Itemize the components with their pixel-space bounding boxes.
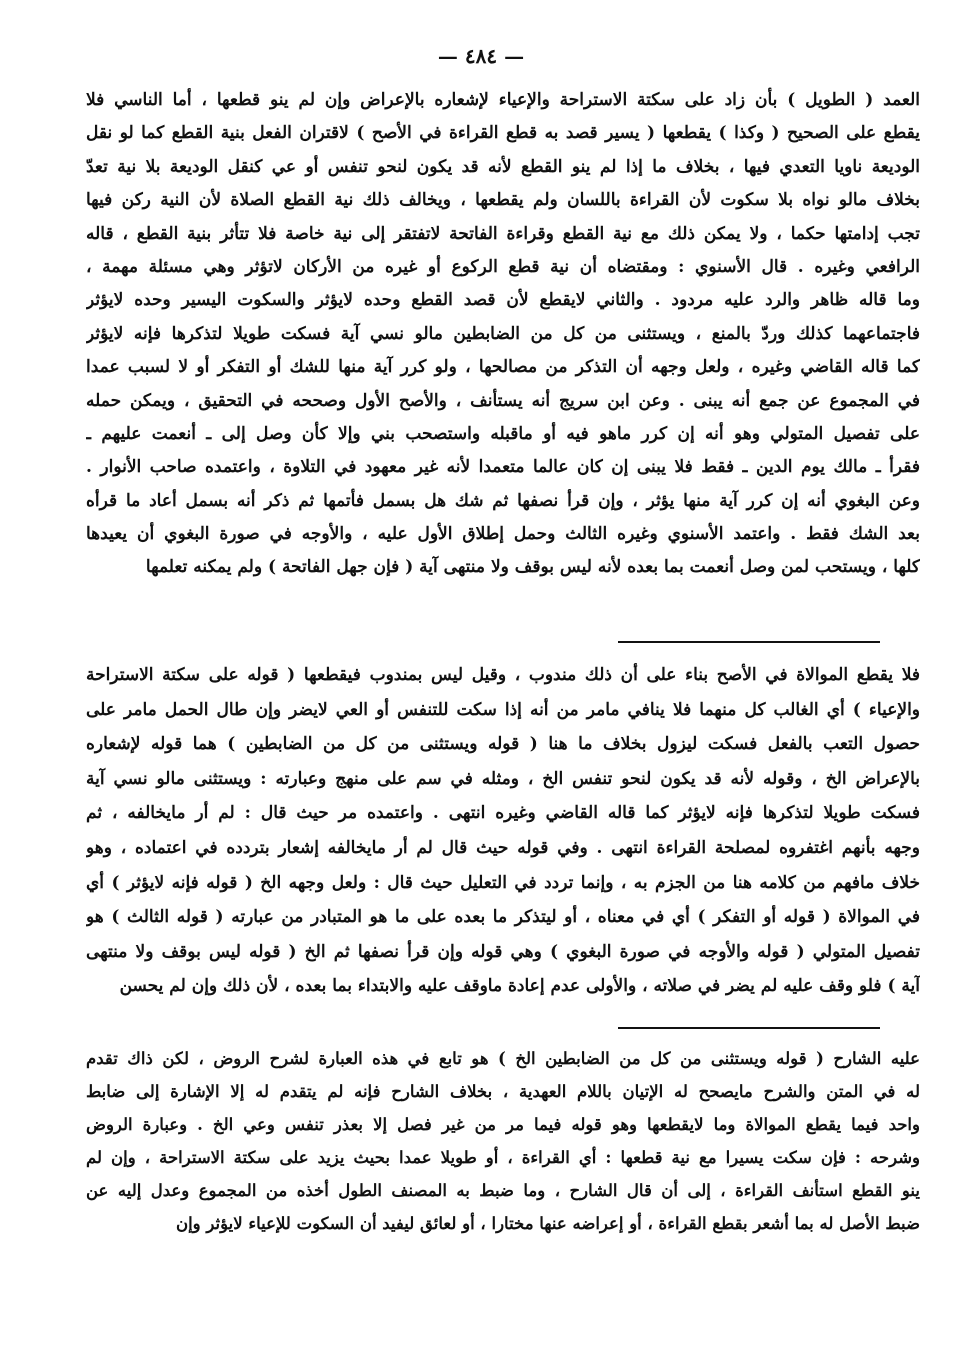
footnote-line: واحد فيما يقطع الموالاة وما لايقطعها وهو قوله فيما مر من غير فصل إلا بعذر تنفس وعي الخ . وعبارة الروض [86,1115,920,1134]
footnote-separator [618,1027,880,1029]
main-line: فقرأ ـ مالك يوم الدين ـ فقط فلا يبنى إن كان عالما متعمدا لأنه غير معهود في التلاوة ، واعتمده صاحب الأنوار . [86,457,920,478]
footnote-line: والإعياء ) أي الغالب كل منهما فلا ينافي مامر من أنه إذا سكت للتنفس أو العي لايضر وإن طال الحمل مامر على [86,699,920,720]
main-text [86,84,920,585]
main-line: فاجتماعهما كذلك وردّ بالمنع ، ويستثنى من كل من الضابطين مالو نسي آية فسكت طويلا لتذكرها فإنه لايؤثر [86,323,920,344]
footnote-separator [618,641,880,643]
footnote-line: فسكت طويلا لتذكرها فإنه لايؤثر كما قاله القاضي وغيره انتهى . واعتمده مر حيث قال : لم أر مايخالفه ، ثم [86,803,920,824]
footnote-line: خلاف مافهم من كلامه هنا من الجزم به ، وإنما تردد في التعليل حيث قال : ولعل وجهه الخ ( قوله فإنه لايؤثر ) أي [86,872,920,893]
page-number: — ٤٨٤ — [437,44,525,68]
footnote-line: ضبط الأصل له بما أشعر بقطع القراءة ، أو إعراضه عنها مختارا ، أو لعائق ليفيد أن السكوت للإعياء لايؤثر وإن [175,1214,920,1233]
footnote-line: حصول التعب بالفعل فسكت ليزول بخلاف ما هنا ( قوله ويستثنى من كل من الضابطين ) هما قوله لإشعاره [86,734,920,755]
footnote-line: عليه الشارح ( قوله ويستثنى من كل من الضابطين الخ ) هو تابع في هذه العبارة لشرح الروض ، لكن ذاك تقدم [86,1049,920,1068]
main-line: على تفصيل المتولي وهو أنه إن كرر ماهو فيه أو ماقبله واستصحب بني وإلا كأن وصل إلى ـ أنعمت عليهم ـ [86,423,920,444]
footnote-line: وشرحه : فإن سكت يسيرا مع نية قطعها : أي القراءة ، أو طويلا عمدا بحيث يزيد على سكتة الاستراحة ، وإن لم [86,1148,920,1167]
footnote-line: ينو القطع استأنف القراءة ، إلى أن قال الشارح ، وما ضبط به المصنف الطول أخذه من المجموع وعدل إليه عن [86,1181,920,1200]
main-line: بعد الشك فقط . واعتمد الأسنوي وغيره الثالث وحمل إطلاق الأول عليه ، والأوجه في صورة البغوي أن يعيدها [86,524,920,545]
footnote-line: في الموالاة ( قوله أو التفكر ) أي في معناه ، أو ليتذكر ما بعده على ما هو المتبادر من عبارته ( قوله الثالث ) هو [86,907,920,928]
footnote-line: آية ) فلو وقف عليه لم يضر في صلاته ، والأولى عدم إعادة ماوقف عليه والابتداء بما بعده ، لأن ذلك وإن لم يحسن [119,976,920,997]
footnote-line: له في المتن والشرح مايصحح له الإتيان باللام العهدية ، بخلاف الشارح فإنه لم يتقدم له إلا الإشارة إلى ضابط [86,1082,920,1101]
main-line: العمد ( الطويل ) بأن زاد على سكتة الاستراحة والإعياء لإشعاره بالإعراض وإن لم ينو قطعها ، أما الناسي فلا [86,90,920,110]
main-line: تجب إدامتها حكما ، ولا يمكن ذلك مع نية القطع وقراءة الفاتحة لاتفتقر إلى نية خاصة فلا تتأثر بنية القطع ، قاله [86,223,920,244]
main-line: بخلاف مالو نواه بلا سكوت لأن القراءة باللسان ولم يقطعها ، ويخالف ذلك نية القطع الصلاة لأن النية ركن فيها [86,190,920,211]
main-line: يقطع على الصحيح ( وكذا ) يقطعها ( يسير قصد به قطع القراءة في الأصح ) لاقتران الفعل بنية القطع كما لو نقل [86,123,920,144]
footnote-line: وجهه بأنهم اغتفروه لمصلحة القراءة انتهى . وفي قوله حيث قال لم أر مايخالفه إشعار بتردده في اعتماده ، وهو [86,837,920,858]
footnote-line: فلا يقطع الموالاة في الأصح بناء على أن ذلك مندوب ، وقيل ليس بمندوب فيقطعها ( قوله على سكتة الاستراحة [86,665,920,685]
main-line: الرافعي وغيره . قال الأسنوي : ومقتضاه أن نية قطع الركوع أو غيره من الأركان لاتؤثر وهي مسئلة مهمة ، [86,256,920,277]
footnote-block-2 [86,1042,920,1240]
main-line: وما قاله ظاهر والرد عليه مردود . والثاني لايقطع لأن قصد القطع وحده لايؤثر والسكوت اليسير وحده لايؤثر [86,290,920,311]
footnote-block-1 [86,658,920,1004]
main-line: في المجموع عن جمع أنه يبنى . وعن ابن سريج أنه يستأنف ، والأصح الأول وصححه في التحقيق ، ويمكن حمله [86,390,920,411]
main-line: كما قاله القاضي وغيره ، ولعل وجهه أن التذكر من مصالحها ، ولو كرر آية منها للشك أو التفكر أو لا لسبب عمدا [86,357,920,378]
main-line: الوديعة ناويا التعدي فيها ، بخلاف ما إذا لم ينو القطع لأنه قد يكون لنحو تنفس أو عي كنقل الوديعة بلا نية تعدّ [86,156,920,177]
footnote-line: تفصيل المتولي ( قوله والأوجه في صورة البغوي ) وهي قوله وإن قرأ نصفها ثم الخ ( قوله ليس بوقف ولا منتهى [86,941,920,962]
main-line: وعن البغوي أنه إن كرر آية منها يؤثر ، وإن قرأ نصفها ثم شك هل بسمل فأتمها ثم ذكر أنه بسمل أعاد ما قرأه [86,490,920,511]
main-line: كلها ، ويستحب لمن وصل أنعمت بما بعده لأنه ليس بوقف ولا منتهى آية ( فإن جهل الفاتحة ) ولم يمكنه تعلمها [145,557,920,578]
footnote-line: بالإعراض الخ ، وقوله لأنه قد يكون لنحو تنفس الخ ، ومثله في سم على منهج وعبارته : ويستثنى مالو نسي آية [86,768,920,789]
